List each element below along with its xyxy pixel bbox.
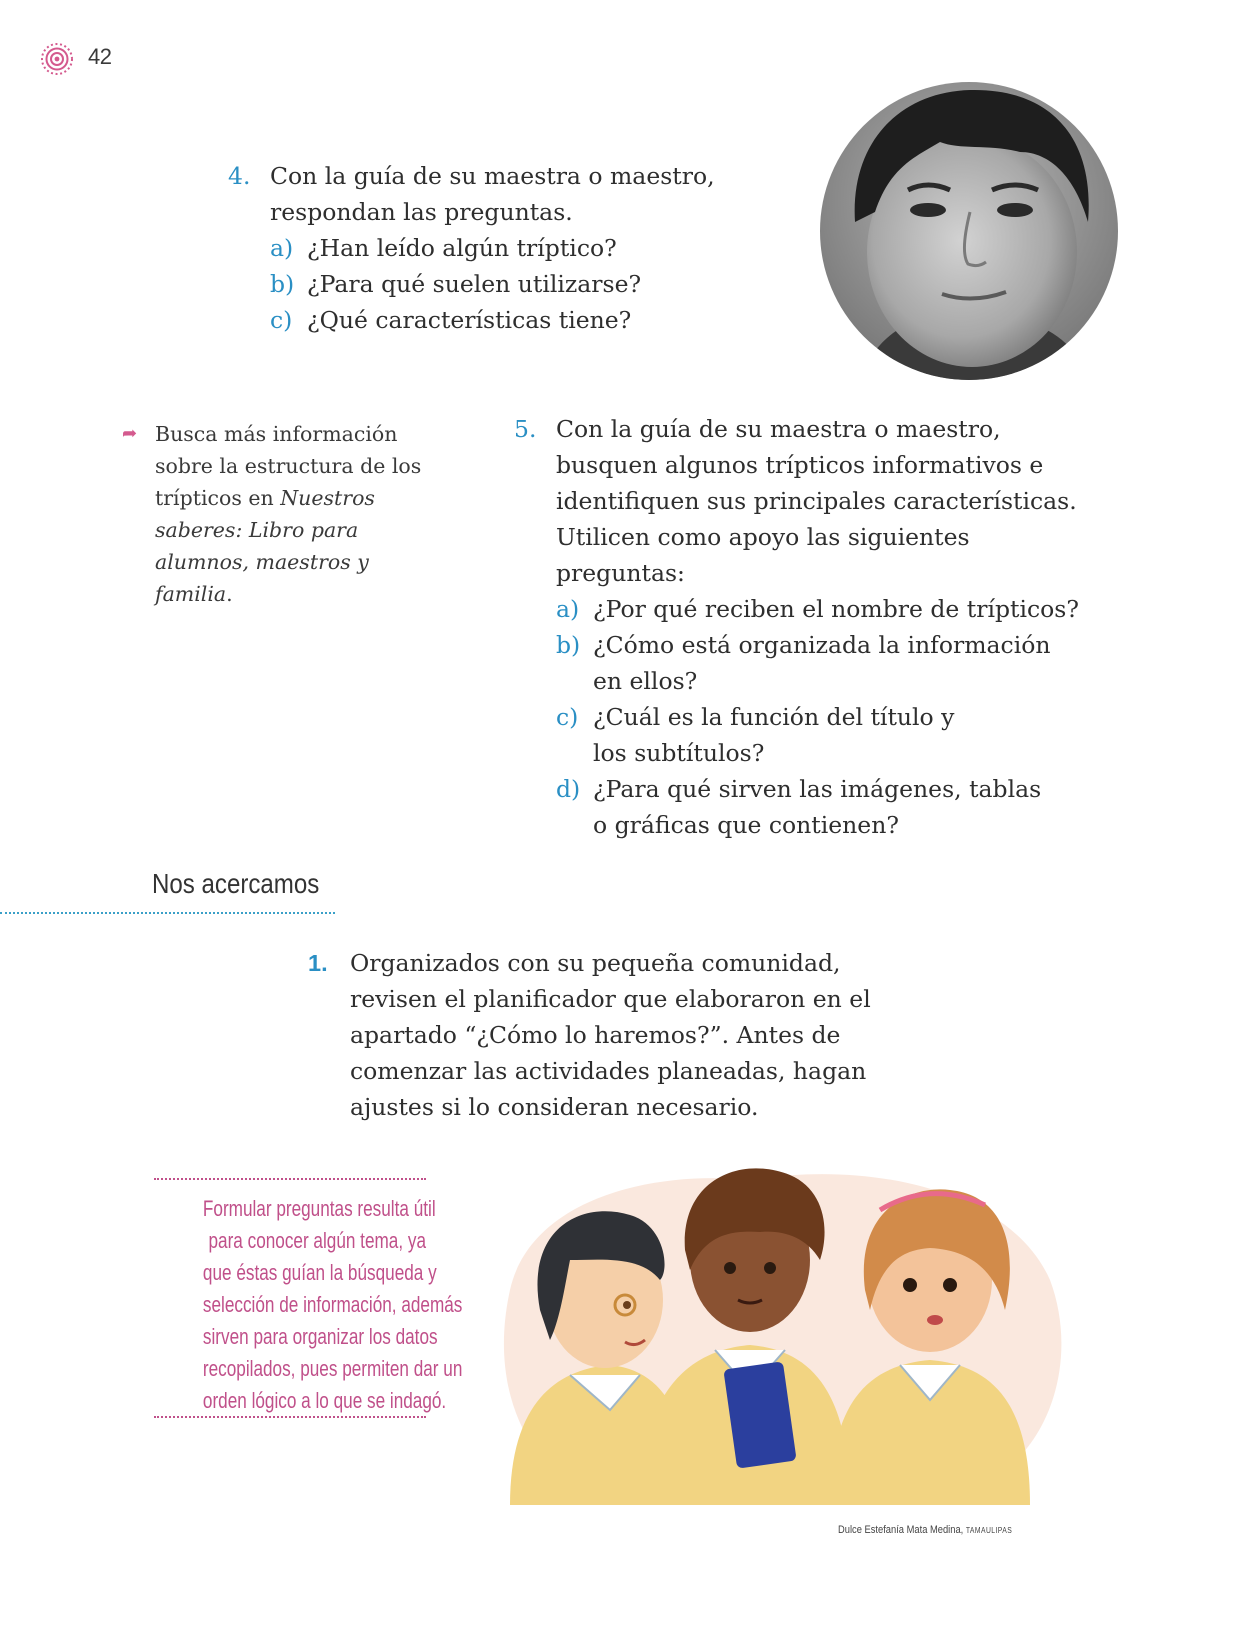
item-text: ¿Han leído algún tríptico? bbox=[307, 234, 617, 262]
credit-name: Dulce Estefanía Mata Medina, bbox=[838, 1524, 966, 1536]
list-item bbox=[270, 266, 715, 302]
item-text: ¿Para qué suelen utilizarse? bbox=[307, 270, 642, 298]
question-number: 5. bbox=[514, 415, 537, 443]
book-title: Nuestros saberes: Libro para alumnos, maestros y familia bbox=[155, 486, 375, 606]
question-text: ajustes si lo consideran necesario. bbox=[350, 1093, 759, 1121]
quote-line: para conocer algún tema, ya bbox=[208, 1228, 426, 1253]
question-number: 4. bbox=[228, 162, 251, 190]
list-item bbox=[556, 591, 1079, 627]
question-text: respondan las preguntas. bbox=[270, 198, 573, 226]
illustration-credit bbox=[838, 1524, 1012, 1536]
quote-line: sirven para organizar los datos bbox=[202, 1324, 438, 1349]
item-letter: a) bbox=[270, 234, 294, 262]
item-letter: d) bbox=[556, 775, 581, 803]
item-text: ¿Cómo está organizada la información bbox=[593, 631, 1051, 659]
item-text: ¿Qué características tiene? bbox=[307, 306, 632, 334]
question-text: busquen algunos trípticos informativos e bbox=[556, 451, 1044, 479]
list-item bbox=[270, 302, 715, 338]
question-4 bbox=[228, 158, 715, 338]
item-letter: c) bbox=[556, 703, 579, 731]
question-1 bbox=[308, 945, 871, 1125]
student-portrait-photo bbox=[820, 82, 1118, 380]
side-note bbox=[122, 418, 432, 610]
quote-top-rule bbox=[154, 1178, 426, 1180]
question-text: Con la guía de su maestra o maestro, bbox=[270, 162, 715, 190]
question-text: preguntas: bbox=[556, 559, 685, 587]
section-title: Nos acercamos bbox=[152, 868, 320, 899]
question-text: Utilicen como apoyo las siguientes bbox=[556, 523, 970, 551]
question-text: Organizados con su pequeña comunidad, bbox=[350, 949, 841, 977]
question-text: apartado “¿Cómo lo haremos?”. Antes de bbox=[350, 1021, 841, 1049]
item-letter: a) bbox=[556, 595, 580, 623]
question-text: revisen el planificador que elaboraron en el bbox=[350, 985, 871, 1013]
item-text: ¿Por qué reciben el nombre de trípticos? bbox=[593, 595, 1079, 623]
quote-line: orden lógico a lo que se indagó. bbox=[202, 1388, 447, 1413]
question-number: 1. bbox=[308, 950, 328, 976]
section-divider bbox=[0, 912, 335, 914]
quote-bottom-rule bbox=[154, 1416, 426, 1418]
pull-quote bbox=[140, 1193, 463, 1417]
page-ornament-icon bbox=[40, 42, 74, 76]
question-5 bbox=[514, 411, 1079, 843]
item-letter: b) bbox=[270, 270, 295, 298]
question-text: comenzar las actividades planeadas, hagan bbox=[350, 1057, 867, 1085]
question-text: Con la guía de su maestra o maestro, bbox=[556, 415, 1001, 443]
list-item bbox=[270, 230, 715, 266]
students-illustration bbox=[490, 1160, 1070, 1505]
page-number: 42 bbox=[88, 44, 112, 69]
quote-line: Formular preguntas resulta útil bbox=[202, 1196, 436, 1221]
list-item bbox=[556, 699, 1079, 735]
item-letter: c) bbox=[270, 306, 293, 334]
side-note-text: Busca más información sobre la estructura de los trípticos en bbox=[155, 422, 422, 510]
side-note-period: . bbox=[226, 582, 233, 606]
quote-line: selección de información, además bbox=[202, 1292, 463, 1317]
quote-line: recopilados, pues permiten dar un bbox=[202, 1356, 463, 1381]
item-text: en ellos? bbox=[593, 667, 698, 695]
item-text: los subtítulos? bbox=[593, 739, 765, 767]
question-text: identifiquen sus principales características. bbox=[556, 487, 1077, 515]
item-text: ¿Cuál es la función del título y bbox=[593, 703, 955, 731]
quote-line: que éstas guían la búsqueda y bbox=[202, 1260, 437, 1285]
item-letter: b) bbox=[556, 631, 581, 659]
list-item bbox=[556, 627, 1079, 663]
credit-state: TAMAULIPAS bbox=[965, 1526, 1013, 1535]
arrow-right-icon: ➦ bbox=[122, 423, 138, 444]
item-text: ¿Para qué sirven las imágenes, tablas bbox=[593, 775, 1042, 803]
item-text: o gráficas que contienen? bbox=[593, 811, 899, 839]
list-item bbox=[556, 771, 1079, 807]
